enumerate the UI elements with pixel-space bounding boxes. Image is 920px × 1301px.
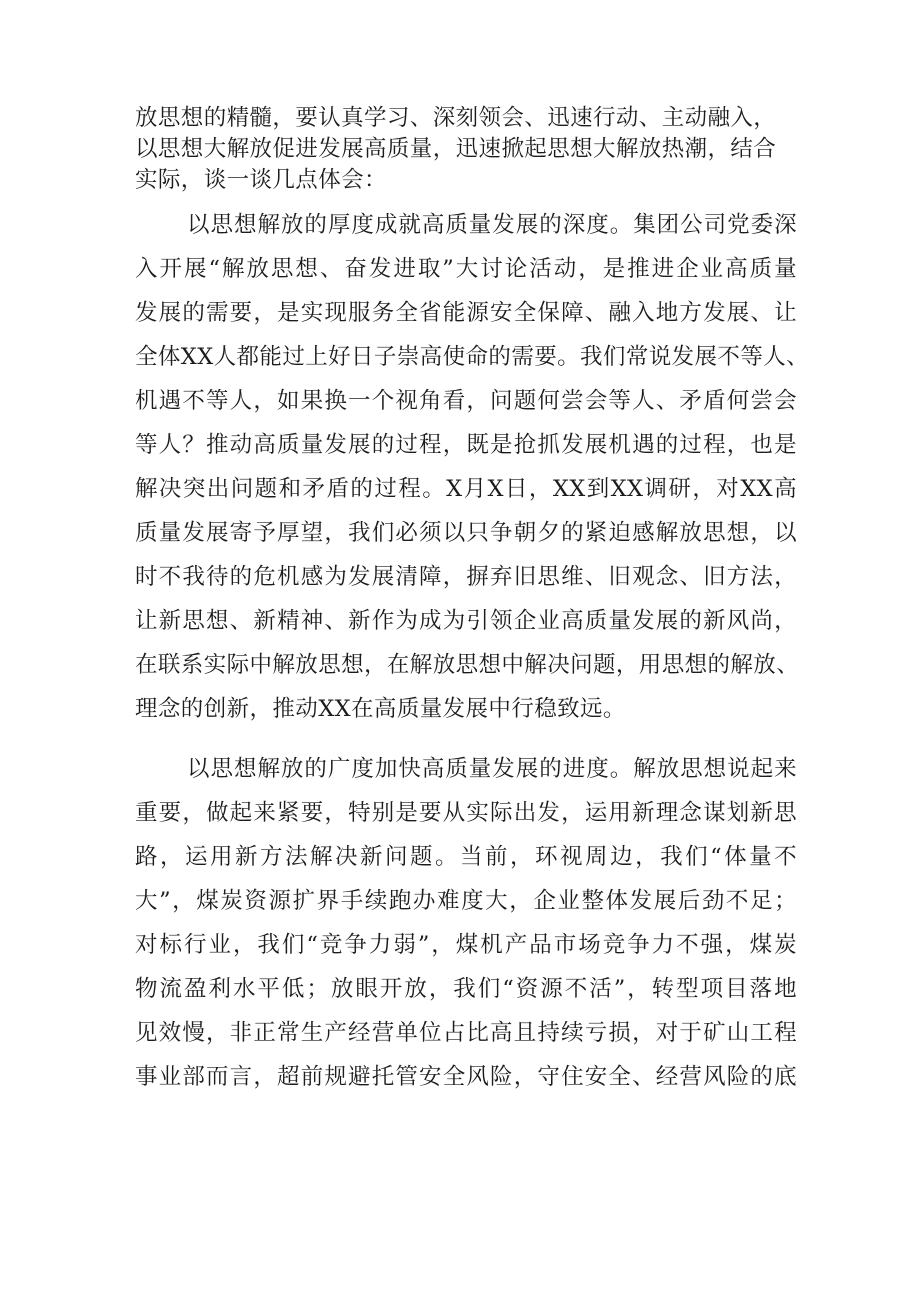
- text-line: 发展的需要，是实现服务全省能源安全保障、融入地方发展、让: [135, 300, 797, 326]
- text-line: 以思想大解放促进发展高质量，迅速掀起思想大解放热潮，结合: [135, 136, 777, 162]
- text-line: 理念的创新，推动XX在高质量发展中行稳致远。: [135, 696, 626, 722]
- text-line: 路，运用新方法解决新问题。当前，环视周边，我们“体量不: [135, 844, 797, 870]
- text-line: 实际，谈一谈几点体会：: [135, 167, 387, 193]
- text-line: 见效慢，非正常生产经营单位占比高且持续亏损，对于矿山工程: [135, 1020, 797, 1046]
- text-line: 物流盈利水平低；放眼开放，我们“资源不活”，转型项目落地: [135, 976, 797, 1002]
- text-line: 事业部而言，超前规避托管安全风险，守住安全、经营风险的底: [135, 1064, 797, 1090]
- text-line: 全体XX人都能过上好日子崇高使命的需要。我们常说发展不等人、: [135, 344, 810, 370]
- text-line: 等人？推动高质量发展的过程，既是抢抓发展机遇的过程，也是: [135, 432, 797, 458]
- text-line: 以思想解放的厚度成就高质量发展的深度。集团公司党委深: [187, 212, 797, 238]
- text-line: 大”，煤炭资源扩界手续跑办难度大，企业整体发展后劲不足；: [135, 888, 797, 914]
- text-line: 在联系实际中解放思想，在解放思想中解决问题，用思想的解放、: [135, 652, 800, 678]
- text-line: 机遇不等人，如果换一个视角看，问题何尝会等人、矛盾何尝会: [135, 388, 797, 414]
- text-line: 入开展“解放思想、奋发进取”大讨论活动，是推进企业高质量: [135, 256, 797, 282]
- text-line: 时不我待的危机感为发展清障，摒弃旧思维、旧观念、旧方法，: [135, 564, 797, 590]
- text-line: 放思想的精髓，要认真学习、深刻领会、迅速行动、主动融入，: [135, 105, 777, 131]
- text-line: 让新思想、新精神、新作为成为引领企业高质量发展的新风尚，: [135, 608, 797, 634]
- text-line: 质量发展寄予厚望，我们必须以只争朝夕的紧迫感解放思想，以: [135, 520, 797, 546]
- text-line: 对标行业，我们“竞争力弱”，煤机产品市场竞争力不强，煤炭: [135, 932, 797, 958]
- text-line: 以思想解放的广度加快高质量发展的进度。解放思想说起来: [187, 756, 797, 782]
- text-line: 解决突出问题和矛盾的过程。X月X日，XX到XX调研，对XX高: [135, 476, 797, 502]
- text-line: 重要，做起来紧要，特别是要从实际出发，运用新理念谋划新思: [135, 800, 797, 826]
